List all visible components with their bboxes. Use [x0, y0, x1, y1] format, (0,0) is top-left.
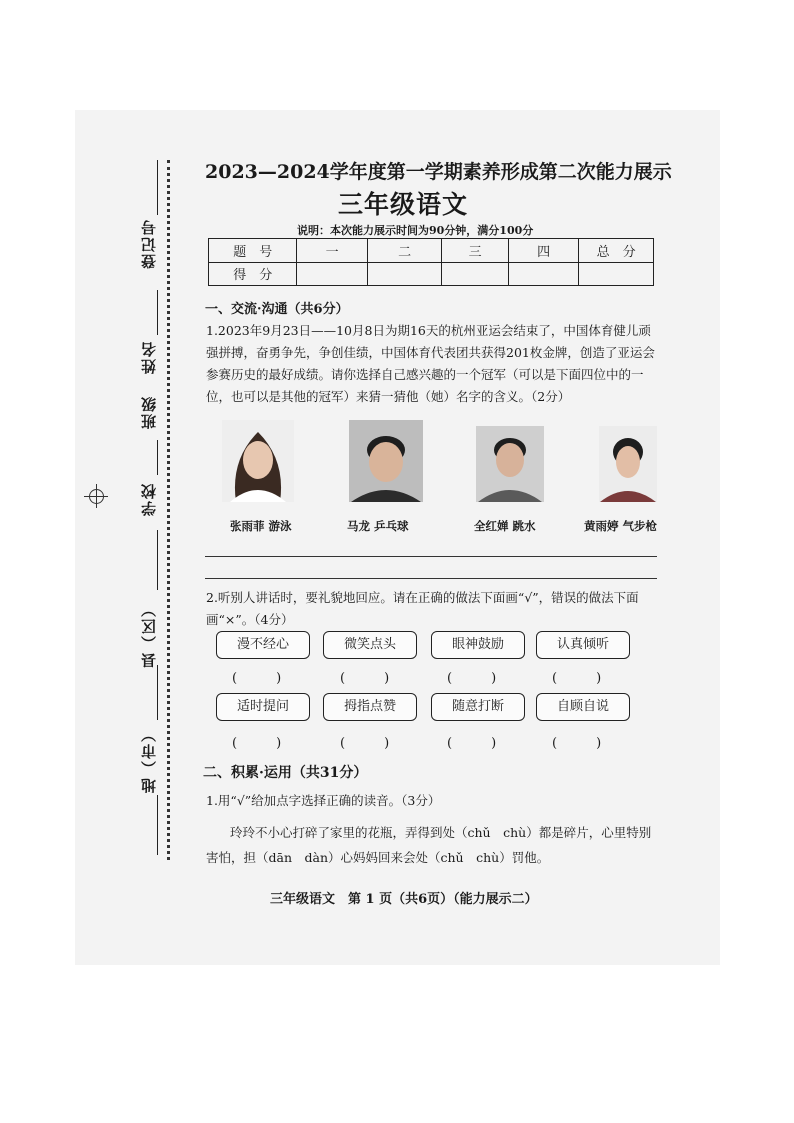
margin-line	[157, 160, 158, 215]
score-table-header: 总 分	[579, 239, 654, 263]
option-box: 拇指点赞	[323, 693, 417, 721]
score-table	[208, 238, 654, 286]
option-box: 认真倾听	[536, 631, 630, 659]
score-table-header: 一	[297, 239, 367, 263]
score-table-header: 题 号	[209, 239, 297, 263]
margin-label-city: 地（市）	[140, 725, 158, 793]
score-cell[interactable]	[579, 262, 654, 286]
answer-parentheses[interactable]: ( )	[552, 736, 602, 751]
score-cell[interactable]	[442, 262, 509, 286]
score-table-header: 三	[442, 239, 509, 263]
option-box: 眼神鼓励	[431, 631, 525, 659]
margin-line	[157, 665, 158, 720]
exam-note: 说明：本次能力展示时间为90分钟，满分100分	[297, 224, 534, 237]
athlete-caption: 马龙 乒乓球	[347, 519, 409, 533]
answer-parentheses[interactable]: ( )	[340, 671, 390, 686]
answer-parentheses[interactable]: ( )	[232, 671, 282, 686]
athlete-photo	[476, 426, 544, 502]
subject-title: 三年级语文	[338, 190, 469, 219]
option-box: 微笑点头	[323, 631, 417, 659]
score-cell[interactable]	[508, 262, 578, 286]
answer-line[interactable]	[205, 578, 657, 579]
athlete-photo	[222, 420, 294, 502]
option-box: 漫不经心	[216, 631, 310, 659]
score-cell[interactable]	[367, 262, 441, 286]
athlete-caption: 张雨菲 游泳	[230, 519, 292, 533]
question-2-text: 2.听别人讲话时，要礼貌地回应。请在正确的做法下面画“√”，错误的做法下面画“×”。（4分）	[206, 590, 639, 627]
margin-label-register-number: 登记号	[140, 218, 158, 269]
section-2-heading: 二、积累·运用（共31分）	[203, 765, 368, 781]
section-1-heading: 一、交流·沟通（共6分）	[205, 302, 349, 317]
answer-parentheses[interactable]: ( )	[232, 736, 282, 751]
margin-label-school: 学校	[140, 482, 158, 516]
section-2-question-1: 1.用“√”给加点字选择正确的读音。（3分）	[206, 793, 441, 808]
option-box: 随意打断	[431, 693, 525, 721]
score-table-header: 二	[367, 239, 441, 263]
answer-parentheses[interactable]: ( )	[447, 671, 497, 686]
exam-title: 2023—2024学年度第一学期素养形成第二次能力展示	[205, 161, 672, 183]
margin-line	[157, 290, 158, 335]
passage-line: 玲玲不小心打碎了家里的花瓶，弄得到处（chǔ chù）都是碎片，心里特别	[230, 825, 652, 840]
margin-line	[157, 795, 158, 855]
athlete-photo	[599, 426, 657, 502]
margin-label-county: 县（区）	[140, 600, 158, 668]
answer-parentheses[interactable]: ( )	[552, 671, 602, 686]
option-box: 自顾自说	[536, 693, 630, 721]
score-table-label: 得 分	[209, 262, 297, 286]
binding-dotted-line	[167, 160, 170, 860]
margin-label-name: 姓名	[140, 340, 158, 374]
answer-parentheses[interactable]: ( )	[340, 736, 390, 751]
margin-line	[157, 440, 158, 475]
answer-line[interactable]	[205, 556, 657, 557]
athlete-caption: 全红婵 跳水	[474, 519, 536, 533]
margin-label-class: 班级	[140, 395, 158, 429]
question-1-text: 1.2023年9月23日——10月8日为期16天的杭州亚运会结束了，中国体育健儿顽强拼搏，奋勇争先，争创佳绩，中国体育代表团共获得201枚金牌，创造了亚运会参赛历史的最好成绩。请你选择自己感兴趣的一个冠军（可以是下面四位中的一位，也可以是其他的冠军）来猜一猜他（她）名字的含义。（2分）	[206, 323, 655, 404]
answer-parentheses[interactable]: ( )	[447, 736, 497, 751]
athlete-photo	[349, 420, 423, 502]
passage-line: 害怕，担（dān dàn）心妈妈回来会处（chǔ chù）罚他。	[206, 850, 550, 865]
score-table-header: 四	[508, 239, 578, 263]
margin-line	[157, 530, 158, 590]
option-box: 适时提问	[216, 693, 310, 721]
page-footer: 三年级语文 第 1 页（共6页）（能力展示二）	[270, 892, 538, 907]
score-cell[interactable]	[297, 262, 367, 286]
athlete-caption: 黄雨婷 气步枪	[584, 519, 658, 533]
